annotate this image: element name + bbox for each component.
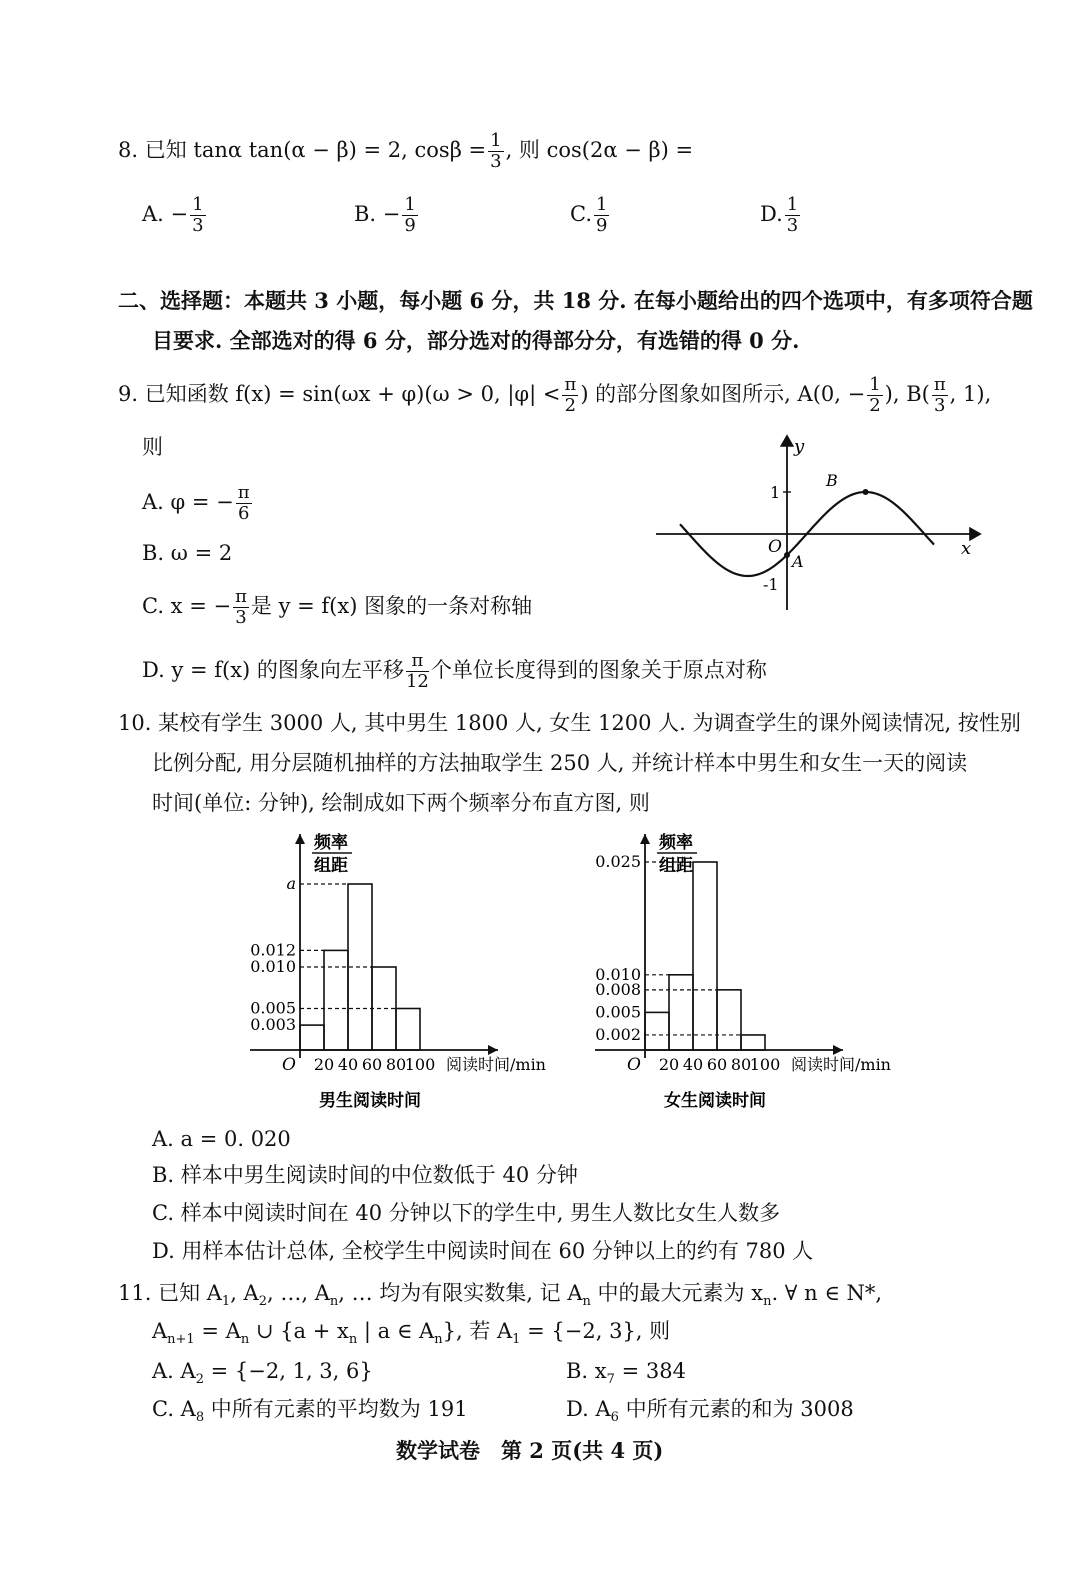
x-tick-label: 20 <box>313 1055 335 1074</box>
x-tick-label: 40 <box>337 1055 359 1074</box>
chart-title: 男生阅读时间 <box>319 1091 421 1111</box>
q10-line1: 10. 某校有学生 3000 人, 其中男生 1800 人, 女生 1200 人. 为调查学生的课外阅读情况, 按性别 <box>118 711 1021 735</box>
x-tick-label: 60 <box>706 1055 728 1074</box>
histogram-bar <box>396 1009 420 1051</box>
y-label-bottom: 组距 <box>659 856 693 876</box>
y-axis-label: y <box>794 436 805 457</box>
q10-option-b: B. 样本中男生阅读时间的中位数低于 40 分钟 <box>152 1163 578 1187</box>
x-tick-label: 80 <box>730 1055 752 1074</box>
q11-line1: 11. 已知 $A_1$, $A_2$, …, $A_n$, … 均为有限实数集, 记 $A_n$ 中的最大元素为 $x_n$. ∀ n ∈ N*, <box>118 1281 883 1310</box>
q10-line3: 时间(单位: 分钟), 绘制成如下两个频率分布直方图, 则 <box>152 791 650 815</box>
histogram-bar <box>693 862 717 1050</box>
histogram-bar <box>741 1035 765 1050</box>
page-footer: 数学试卷 第 2 页(共 4 页) <box>396 1438 664 1463</box>
q11-option-b: B. $x_7 = 384$ <box>566 1359 686 1388</box>
q11-line2: $A_{n+1} = A_n$ ∪ {$a + x_n$ | a ∈ $A_n$}, 若 $A_1 = \{-2$, 3}, 则 <box>152 1319 671 1348</box>
y-axis-arrow <box>640 834 650 844</box>
x-axis-label: 阅读时间/min <box>446 1055 546 1074</box>
q11-option-d: D. $A_6$ 中所有元素的和为 3008 <box>566 1397 854 1426</box>
q9-sine-graph <box>650 430 990 615</box>
q10-option-c: C. 样本中阅读时间在 40 分钟以下的学生中, 男生人数比女生人数多 <box>152 1201 781 1225</box>
q9-option-d: D. y = f(x) 的图象向左平移 $\frac{\pi}{12}$ 个单位长度得到的图象关于原点对称 <box>142 650 767 692</box>
tick-label-1: 1 <box>770 483 781 502</box>
q10-option-d: D. 用样本估计总体, 全校学生中阅读时间在 60 分钟以上的约有 780 人 <box>152 1239 814 1263</box>
q9-then: 则 <box>142 435 163 459</box>
q9-stem: 9. 已知函数 f(x) = sin(ωx + φ)(ω > 0, |φ| < $\frac{\pi}{2}$ ) 的部分图象如图所示, A(0, − $\frac{1}{2}$ ), B( $\frac{\pi}{3}$ , 1), <box>118 374 992 416</box>
histogram-bar <box>300 1025 324 1050</box>
y-label-top: 频率 <box>314 833 348 853</box>
x-tick-label: 80 <box>385 1055 407 1074</box>
q8-option-a: A. − $\frac{1}{3}$ <box>142 194 204 236</box>
q9-option-a: A. φ = − $\frac{\pi}{6}$ <box>142 482 250 524</box>
y-label-bottom: 组距 <box>314 856 348 876</box>
q9-option-c: C. x = − $\frac{\pi}{3}$ 是 y = f(x) 图象的一条对称轴 <box>142 586 533 628</box>
point-b-label: B <box>826 471 838 490</box>
y-tick-label: 0.005 <box>250 998 296 1018</box>
y-tick-label: 0.010 <box>595 964 641 984</box>
origin-label: O <box>627 1055 641 1075</box>
histogram-female <box>585 822 905 1112</box>
q9-option-b: B. ω = 2 <box>142 541 233 565</box>
y-tick-label: 0.003 <box>250 1015 296 1035</box>
point-a-label: A <box>792 552 804 571</box>
point-a <box>784 552 790 558</box>
origin-label: O <box>282 1055 296 1075</box>
q8-option-b: B. − $\frac{1}{9}$ <box>354 194 416 236</box>
x-tick-label: 40 <box>682 1055 704 1074</box>
q8-prefix: 8. 已知 tanα tan(α − β) = 2, cosβ = <box>118 138 487 162</box>
q10-line2: 比例分配, 用分层随机抽样的方法抽取学生 250 人, 并统计样本中男生和女生一天的阅读 <box>152 751 968 775</box>
origin-label: O <box>768 537 782 557</box>
histogram-bar <box>669 975 693 1050</box>
y-tick-label: 0.008 <box>595 979 641 999</box>
q10-option-a: A. a = 0. 020 <box>152 1127 291 1151</box>
q8-option-c: C. $\frac{1}{9}$ <box>570 194 608 236</box>
y-tick-label: a <box>286 874 296 893</box>
x-axis-arrow <box>488 1045 498 1055</box>
q8-fraction: $\frac{1}{3}$ <box>490 130 502 172</box>
x-tick-label: 100 <box>404 1055 436 1074</box>
section2-line2: 目要求. 全部选对的得 6 分，部分选对的得部分分，有选错的得 0 分. <box>152 328 800 353</box>
histogram-bar <box>324 950 348 1050</box>
q11-option-c: C. $A_8$ 中所有元素的平均数为 191 <box>152 1397 468 1426</box>
point-b <box>863 489 869 495</box>
x-axis-label: x <box>961 538 972 559</box>
q8-stem <box>118 132 693 171</box>
section2-line1: 二、选择题：本题共 3 小题，每小题 6 分，共 18 分. 在每小题给出的四个选项中，有多项符合题 <box>118 288 1033 313</box>
y-tick-label: 0.002 <box>595 1024 641 1044</box>
x-tick-label: 100 <box>749 1055 781 1074</box>
histogram-bar <box>645 1012 669 1050</box>
q11-option-a: A. $A_2 = \{-2$, 1, 3, 6} <box>152 1359 373 1388</box>
y-label-top: 频率 <box>659 833 693 853</box>
y-tick-label: 0.010 <box>250 957 296 976</box>
chart-title: 女生阅读时间 <box>664 1091 766 1111</box>
x-tick-label: 60 <box>361 1055 383 1074</box>
y-tick-label: 0.012 <box>250 940 296 960</box>
y-tick-label: 0.005 <box>595 1002 641 1022</box>
histogram-bar <box>717 990 741 1050</box>
x-axis-arrow <box>833 1045 843 1055</box>
x-tick-label: 20 <box>658 1055 680 1074</box>
histogram-male <box>240 822 560 1112</box>
y-tick-label: 0.025 <box>595 852 641 871</box>
tick-label-neg1: -1 <box>763 575 779 594</box>
q8-suffix: , 则 cos(2α − β) = <box>505 138 694 162</box>
q8-option-d: D. $\frac{1}{3}$ <box>760 194 799 236</box>
x-axis-label: 阅读时间/min <box>791 1055 891 1074</box>
y-axis-arrow <box>295 834 305 844</box>
